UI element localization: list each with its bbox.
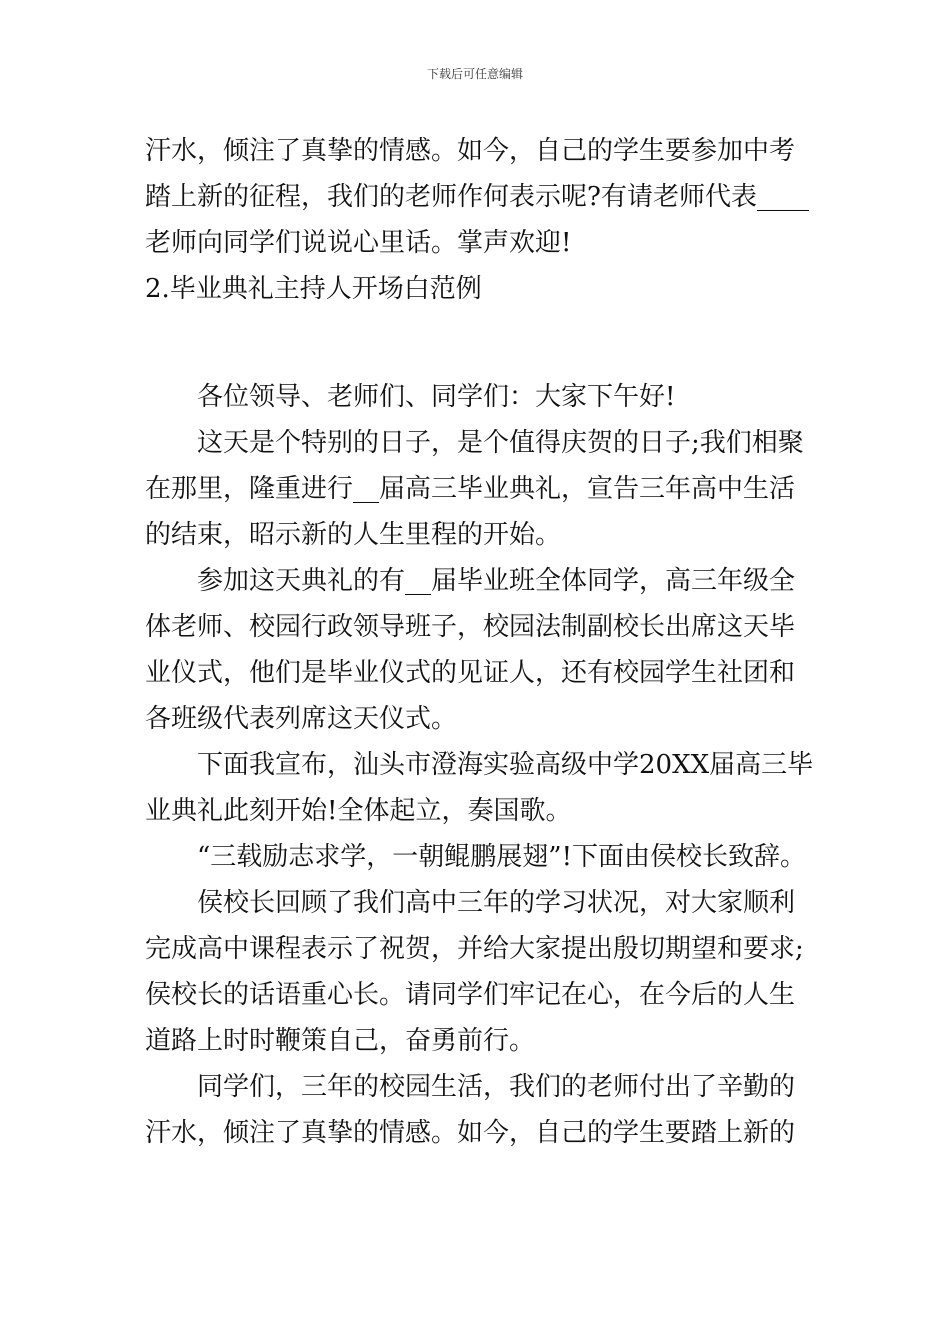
text-line: 各班级代表列席这天仪式。 [145,704,458,734]
text-line: 侯校长回顾了我们高中三年的学习状况，对大家顺利 [197,888,796,918]
text-line: 参加这天典礼的有__届毕业班全体同学，高三年级全 [197,566,796,596]
text-line: 下面我宣布，汕头市澄海实验高级中学20XX届高三毕 [197,750,814,780]
document-body [145,128,814,1156]
text-line: 同学们，三年的校园生活，我们的老师付出了辛勤的 [197,1072,796,1102]
section-heading: 2.毕业典礼主持人开场白范例 [145,274,482,304]
text-line: “三载励志求学，一朝鲲鹏展翅”!下面由侯校长致辞。 [197,842,807,872]
text-line: 在那里，隆重进行__届高三毕业典礼，宣告三年高中生活 [145,474,796,504]
text-line: 的结束，昭示新的人生里程的开始。 [145,520,562,550]
greeting-line: 各位领导、老师们、同学们：大家下午好! [197,382,676,412]
text-line: 汗水，倾注了真挚的情感。如今，自己的学生要参加中考 [145,136,796,166]
text-line: 道路上时时鞭策自己，奋勇前行。 [145,1026,536,1056]
text-line: 侯校长的话语重心长。请同学们牢记在心，在今后的人生 [145,980,796,1010]
text-line: 这天是个特别的日子，是个值得庆贺的日子;我们相聚 [197,428,804,458]
text-line: 老师向同学们说说心里话。掌声欢迎! [145,228,572,258]
text-line: 踏上新的征程，我们的老师作何表示呢?有请老师代表____ [145,182,809,212]
text-line: 体老师、校园行政领导班子，校园法制副校长出席这天毕 [145,612,796,642]
text-line: 业典礼此刻开始!全体起立，奏国歌。 [145,796,572,826]
text-line: 业仪式，他们是毕业仪式的见证人，还有校园学生社团和 [145,658,796,688]
text-line: 完成高中课程表示了祝贺，并给大家提出殷切期望和要求; [145,934,804,964]
header-note: 下载后可任意编辑 [426,67,523,81]
section-spacer [145,312,810,374]
text-line: 汗水，倾注了真挚的情感。如今，自己的学生要踏上新的 [145,1118,796,1148]
